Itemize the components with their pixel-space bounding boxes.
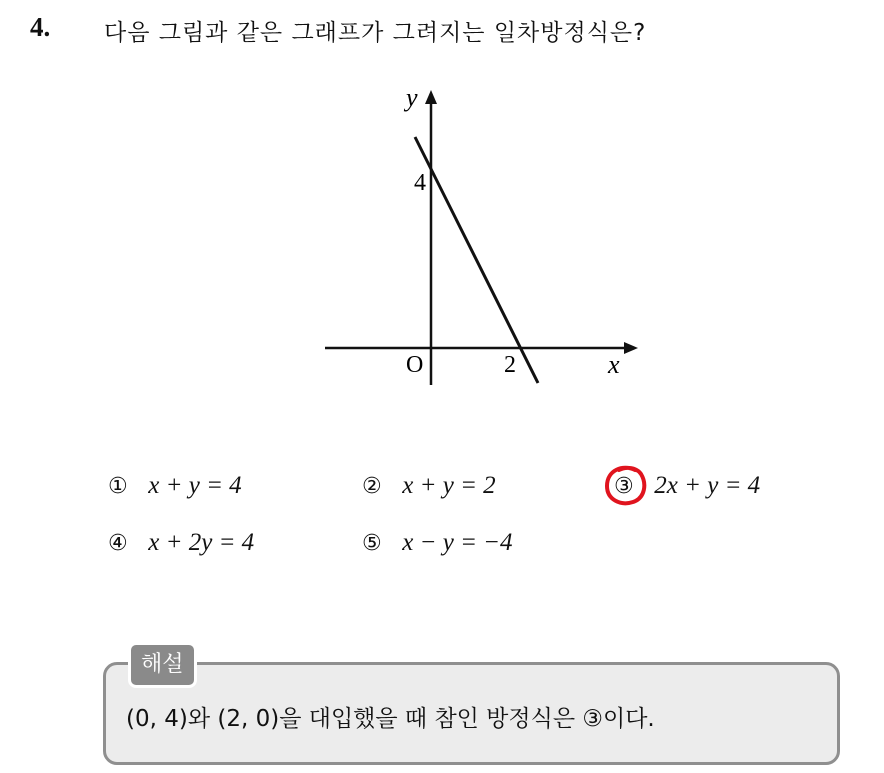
y-intercept-label: 4: [414, 170, 426, 196]
answer-circle-mark: [601, 462, 651, 510]
choice-5[interactable]: [362, 529, 513, 557]
choice-equation: x + 2y = 4: [148, 529, 255, 556]
choice-2[interactable]: [362, 472, 496, 500]
choice-equation: 2x + y = 4: [654, 472, 761, 499]
solution-text: (0, 4)와 (2, 0)을 대입했을 때 참인 방정식은 ③이다.: [126, 706, 655, 732]
choice-equation: x − y = −4: [402, 529, 513, 556]
x-intercept-label: 2: [504, 352, 516, 378]
graph-line: [415, 137, 538, 383]
y-axis-label: y: [406, 83, 418, 112]
solution-tag: 해설: [128, 642, 197, 688]
origin-label: O: [406, 352, 424, 378]
choice-equation: x + y = 4: [148, 472, 242, 499]
y-axis-arrow: [425, 90, 437, 104]
x-axis-arrow: [624, 342, 638, 354]
question-text: 다음 그림과 같은 그래프가 그려지는 일차방정식은?: [104, 20, 647, 46]
choice-number: ②: [362, 474, 382, 499]
x-axis-label: x: [608, 350, 620, 379]
choice-number: ⑤: [362, 531, 382, 556]
choice-4[interactable]: [108, 529, 254, 557]
choice-number: ③: [614, 474, 634, 499]
line-graph: [300, 80, 650, 400]
choice-number: ①: [108, 474, 128, 499]
choice-1[interactable]: [108, 472, 242, 500]
choice-number: ④: [108, 531, 128, 556]
choice-equation: x + y = 2: [402, 472, 496, 499]
question-number: 4.: [30, 12, 51, 42]
